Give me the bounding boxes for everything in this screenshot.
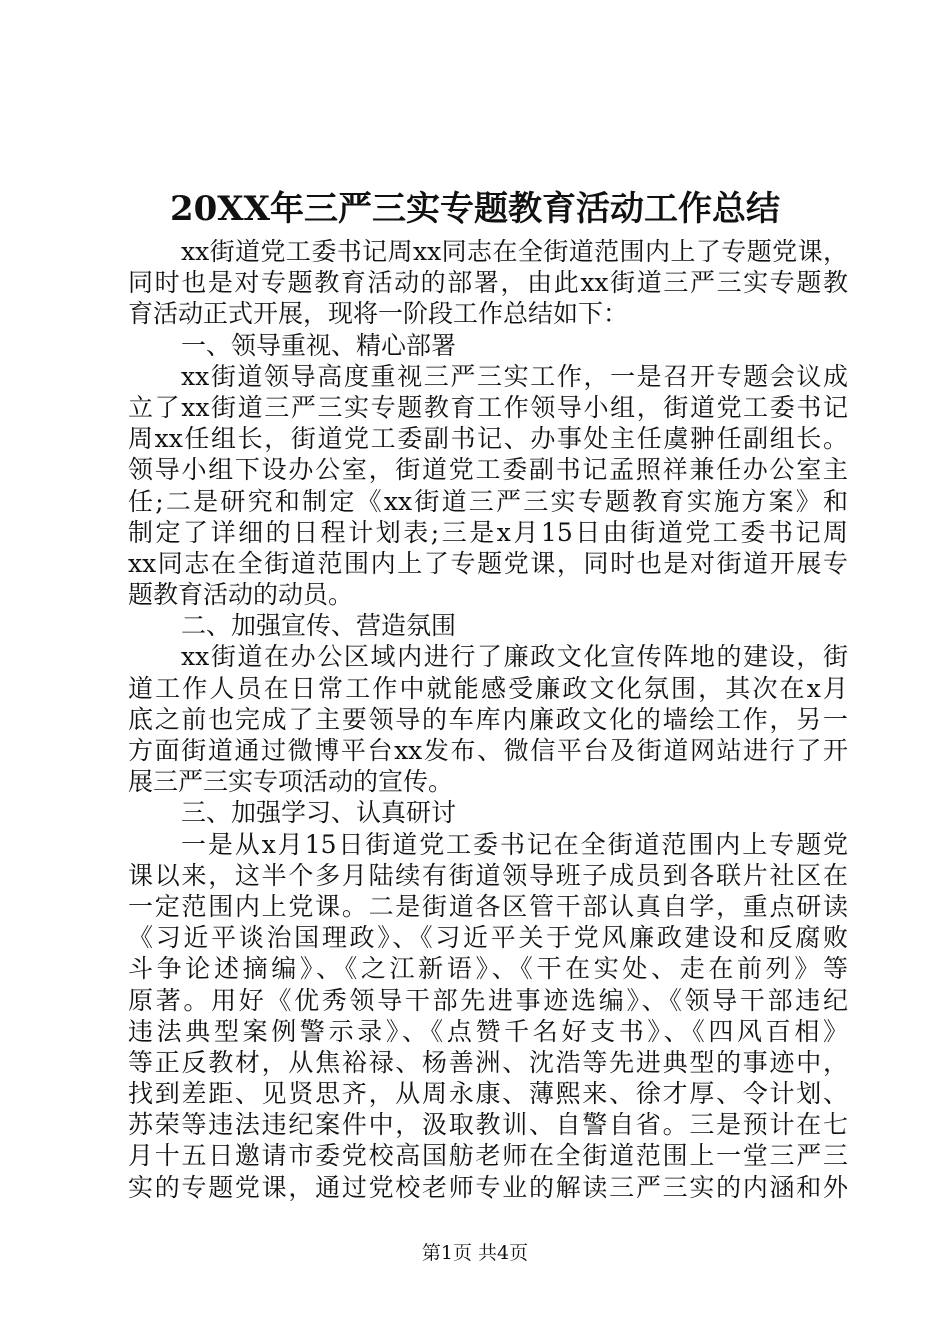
paragraph-line: 一定范围内上党课。二是街道各区管干部认真自学，重点研读 bbox=[128, 891, 848, 921]
paragraph-line: 题教育活动的动员。 bbox=[128, 580, 354, 610]
paragraph-line: 一是从x月15日街道党工委书记在全街道范围内上专题党 bbox=[181, 829, 848, 859]
paragraph-line: 违法典型案例警示录》、《点赞千名好支书》、《四风百相》 bbox=[128, 1016, 848, 1046]
paragraph-line: 道工作人员在日常工作中就能感受廉政文化氛围，其次在x月 bbox=[128, 673, 848, 703]
paragraph-line: 领导小组下设办公室，街道党工委副书记孟照祥兼任办公室主 bbox=[128, 455, 848, 485]
document-body bbox=[128, 236, 848, 1203]
section-heading: 三、加强学习、认真研讨 bbox=[181, 798, 457, 828]
paragraph-line: 方面街道通过微博平台xx发布、微信平台及街道网站进行了开 bbox=[128, 736, 848, 765]
paragraph-line: 任;二是研究和制定《xx街道三严三实专题教育实施方案》和 bbox=[128, 486, 848, 516]
paragraph-line: 制定了详细的日程计划表;三是x月15日由街道党工委书记周 bbox=[128, 517, 848, 547]
paragraph-line: 周xx任组长，街道党工委副书记、办事处主任虞翀任副组长。 bbox=[128, 424, 848, 454]
section-heading: 二、加强宣传、营造氛围 bbox=[181, 611, 457, 641]
paragraph-line: 《习近平谈治国理政》、《习近平关于党风廉政建设和反腐败 bbox=[128, 923, 848, 953]
paragraph-line: 育活动正式开展，现将一阶段工作总结如下： bbox=[128, 299, 629, 329]
paragraph-line: xx同志在全街道范围内上了专题党课，同时也是对街道开展专 bbox=[128, 548, 848, 578]
paragraph-line: 等正反教材，从焦裕禄、杨善洲、沈浩等先进典型的事迹中， bbox=[128, 1047, 848, 1077]
paragraph-line: 展三严三实专项活动的宣传。 bbox=[128, 767, 454, 797]
paragraph-line: 立了xx街道三严三实专题教育工作领导小组，街道党工委书记 bbox=[128, 392, 848, 422]
paragraph-line: xx街道领导高度重视三严三实工作，一是召开专题会议成 bbox=[181, 361, 848, 391]
document-title: 20XX年三严三实专题教育活动工作总结 bbox=[169, 189, 781, 229]
paragraph-line: 月十五日邀请市委党校高国舫老师在全街道范围上一堂三严三 bbox=[128, 1141, 848, 1171]
paragraph-line: 同时也是对专题教育活动的部署，由此xx街道三严三实专题教 bbox=[128, 268, 848, 298]
paragraph-line: 苏荣等违法违纪案件中，汲取教训、自警自省。三是预计在七 bbox=[128, 1110, 848, 1140]
paragraph-line: 找到差距、见贤思齐，从周永康、薄熙来、徐才厚、令计划、 bbox=[128, 1079, 848, 1109]
page-footer: 第1页 共4页 bbox=[421, 1242, 529, 1264]
section-heading: 一、领导重视、精心部署 bbox=[181, 330, 457, 360]
paragraph-line: xx街道在办公区域内进行了廉政文化宣传阵地的建设，街 bbox=[181, 642, 848, 672]
paragraph-line: 原著。用好《优秀领导干部先进事迹选编》、《领导干部违纪 bbox=[128, 985, 848, 1015]
paragraph-line: 斗争论述摘编》、《之江新语》、《干在实处、走在前列》等 bbox=[128, 954, 848, 984]
paragraph-line: 底之前也完成了主要领导的车库内廉政文化的墙绘工作，另一 bbox=[128, 704, 848, 734]
paragraph-line: xx街道党工委书记周xx同志在全街道范围内上了专题党课， bbox=[181, 237, 848, 266]
paragraph-line: 实的专题党课，通过党校老师专业的解读三严三实的内涵和外 bbox=[128, 1172, 848, 1202]
paragraph-line: 课以来，这半个多月陆续有街道领导班子成员到各联片社区在 bbox=[128, 860, 848, 890]
